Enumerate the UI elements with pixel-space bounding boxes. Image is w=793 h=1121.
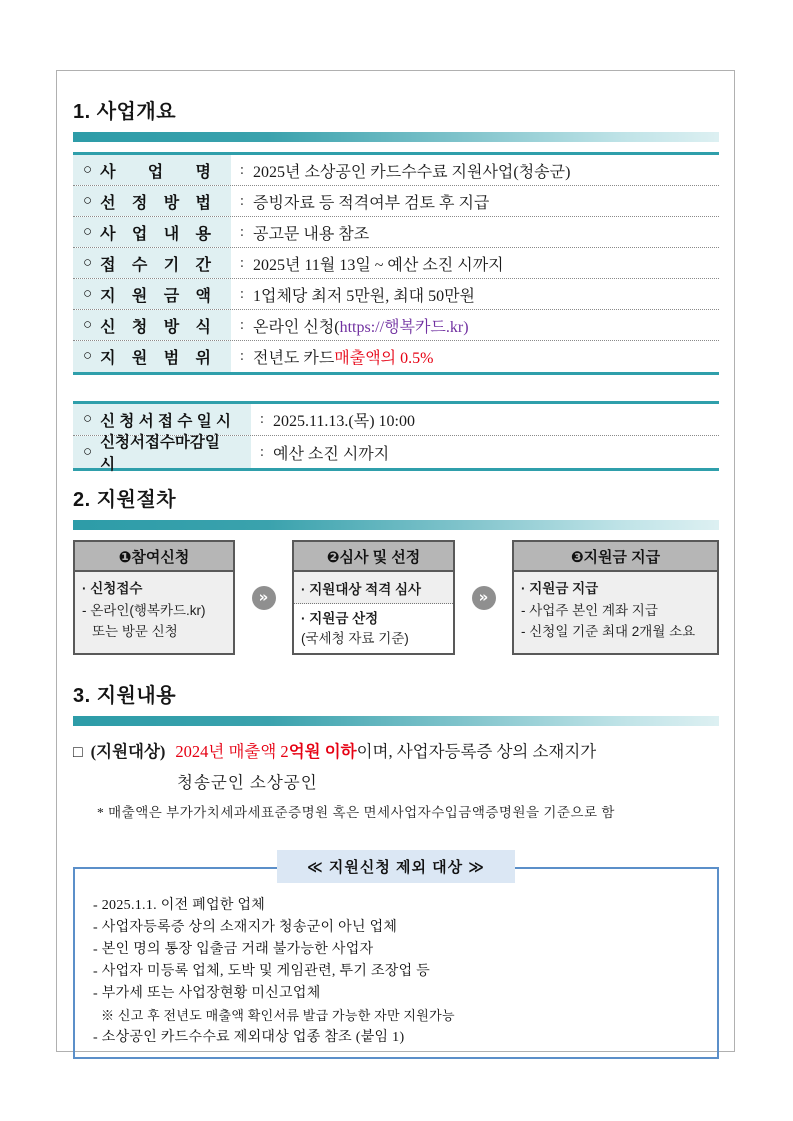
document-page: [56, 70, 735, 1052]
flow-line: (국세청 자료 기준): [301, 630, 409, 646]
field-colon: :: [259, 411, 265, 427]
field-label-cell: [73, 248, 231, 278]
field-label-cell: [73, 434, 251, 473]
field-value: 증빙자료 등 적격여부 검토 후 지급: [253, 194, 490, 212]
field-label-cell: [73, 310, 231, 340]
table-row: [73, 248, 719, 279]
circle-bullet-icon: ○: [83, 348, 93, 364]
field-label-cell: [73, 186, 231, 216]
circle-bullet-icon: ○: [83, 161, 93, 178]
revenue-condition-text: 2024년 매출액 2: [175, 742, 289, 762]
flow-step-title: ❷심사 및 선정: [294, 542, 453, 572]
support-target-line2: 청송군인 소상공인: [177, 773, 318, 793]
schedule-table: [73, 401, 719, 471]
revenue-basis-note: * 매출액은 부가가치세과세표준증명원 혹은 면세사업자수입금액증명원을 기준으로 함: [97, 805, 615, 821]
field-value: 2025년 소상공인 카드수수료 지원사업(청송군): [253, 163, 571, 181]
field-label: 신 청 방 식: [100, 318, 211, 336]
checkbox-icon: □: [73, 744, 83, 762]
field-label-cell: [73, 155, 231, 185]
field-label: 접 수 기 간: [100, 256, 211, 274]
exclusion-item: - 소상공인 카드수수료 제외대상 업종 참조 (붙임 1): [93, 1030, 405, 1046]
table-row: [73, 155, 719, 186]
field-value: [253, 310, 469, 340]
double-chevron-right-icon: »: [472, 586, 496, 610]
flow-line: - 사업주 본인 계좌 지급: [521, 602, 658, 618]
field-value-text: 전년도 카드: [253, 350, 335, 367]
exclusion-section: [73, 859, 719, 1059]
section2-heading: 2. 지원절차: [73, 489, 177, 511]
field-label: 지 원 범 위: [100, 350, 211, 367]
field-label: 사 업 내 용: [100, 225, 211, 243]
exclusion-box: [73, 867, 719, 1059]
flow-arrow-zone: [455, 540, 512, 655]
circle-bullet-icon: ○: [83, 223, 93, 240]
exclusion-title-badge: ≪ 지원신청 제외 대상 ≫: [277, 850, 515, 883]
table-row: [73, 279, 719, 310]
flow-step-title: ❶참여신청: [75, 542, 233, 572]
exclusion-note: ※ 신고 후 전년도 매출액 확인서류 발급 가능한 자만 지원가능: [101, 1008, 455, 1024]
flow-line: · 신청접수: [82, 581, 143, 596]
field-colon: :: [239, 161, 245, 178]
flow-step-review: [292, 540, 455, 655]
flow-line: 또는 방문 신청: [92, 624, 178, 640]
circle-bullet-icon: ○: [83, 411, 93, 427]
field-value: 1업체당 최저 5만원, 최대 50만원: [253, 287, 476, 305]
flow-arrow-zone: [235, 540, 292, 655]
application-url-link[interactable]: https://행복카드.kr): [339, 318, 469, 336]
section1-heading: 1. 사업개요: [73, 101, 177, 123]
circle-bullet-icon: ○: [83, 192, 93, 209]
flow-line: · 지원금 지급: [521, 581, 599, 596]
highlighted-rate-text: 매출액의 0.5%: [334, 350, 434, 367]
exclusion-item: - 사업자 미등록 업체, 도박 및 게임관련, 투기 조장업 등: [93, 964, 431, 980]
field-colon: :: [239, 348, 245, 364]
field-label: 신청서접수마감일시: [100, 434, 220, 473]
support-target-line1: [73, 738, 719, 762]
flow-step-title: ❸지원금 지급: [514, 542, 717, 572]
circle-bullet-icon: ○: [83, 316, 93, 333]
field-label-cell: [73, 341, 231, 372]
field-label: 지 원 금 액: [100, 287, 211, 305]
field-colon: :: [239, 316, 245, 333]
circle-bullet-icon: ○: [83, 443, 93, 460]
field-value: 2025년 11월 13일 ~ 예산 소진 시까지: [253, 256, 504, 274]
flow-step-body: [75, 572, 233, 653]
field-label: 사 업 명: [100, 163, 211, 181]
support-target-rest: 이며, 사업자등록증 상의 소재지가: [356, 742, 597, 762]
section3-heading: 3. 지원내용: [73, 685, 177, 708]
flow-line: · 지원대상 적격 심사: [294, 572, 453, 604]
circle-bullet-icon: ○: [83, 285, 93, 302]
field-colon: :: [239, 254, 245, 271]
revenue-limit-text: 억원 이하: [288, 742, 357, 762]
table-row: [73, 217, 719, 248]
field-value: [253, 341, 433, 372]
field-label: 신 청 서 접 수 일 시: [100, 412, 231, 430]
flow-step-payment: [512, 540, 719, 655]
flow-line: - 신청일 기준 최대 2개월 소요: [521, 624, 696, 640]
flow-line: · 지원금 산정: [301, 611, 379, 626]
exclusion-item: - 본인 명의 통장 입출금 거래 불가능한 사업자: [93, 942, 374, 958]
table-row: [73, 341, 719, 372]
table-row: [73, 310, 719, 341]
field-value: 공고문 내용 참조: [253, 225, 370, 243]
field-value-text: 온라인 신청(: [253, 318, 340, 336]
support-target-label: (지원대상): [90, 742, 166, 762]
table-row: [73, 434, 719, 473]
field-colon: :: [239, 223, 245, 240]
field-value: 예산 소진 시까지: [273, 445, 390, 463]
field-label-cell: [73, 279, 231, 309]
flow-step-body: [514, 572, 717, 653]
section2-divider-bar: [73, 520, 719, 530]
section1-divider-bar: [73, 132, 719, 142]
circle-bullet-icon: ○: [83, 254, 93, 271]
process-flow: [73, 540, 719, 655]
field-label: 선 정 방 법: [100, 194, 211, 212]
double-chevron-right-icon: »: [252, 586, 276, 610]
exclusion-item: - 사업자등록증 상의 소재지가 청송군이 아닌 업체: [93, 920, 398, 936]
exclusion-item: - 부가세 또는 사업장현황 미신고업체: [93, 986, 321, 1002]
table-row: [73, 186, 719, 217]
flow-step-body: [294, 604, 453, 653]
flow-line: - 온라인(행복카드.kr): [82, 602, 206, 618]
field-colon: :: [259, 443, 265, 460]
overview-table: [73, 152, 719, 375]
field-colon: :: [239, 192, 245, 209]
field-value: 2025.11.13.(목) 10:00: [273, 413, 415, 430]
support-target-paragraph: [73, 738, 719, 821]
exclusion-item: - 2025.1.1. 이전 폐업한 업체: [93, 898, 266, 914]
field-label-cell: [73, 217, 231, 247]
section3-divider-bar: [73, 716, 719, 726]
flow-step-apply: [73, 540, 235, 655]
support-target-text: [175, 738, 596, 762]
field-colon: :: [239, 285, 245, 302]
